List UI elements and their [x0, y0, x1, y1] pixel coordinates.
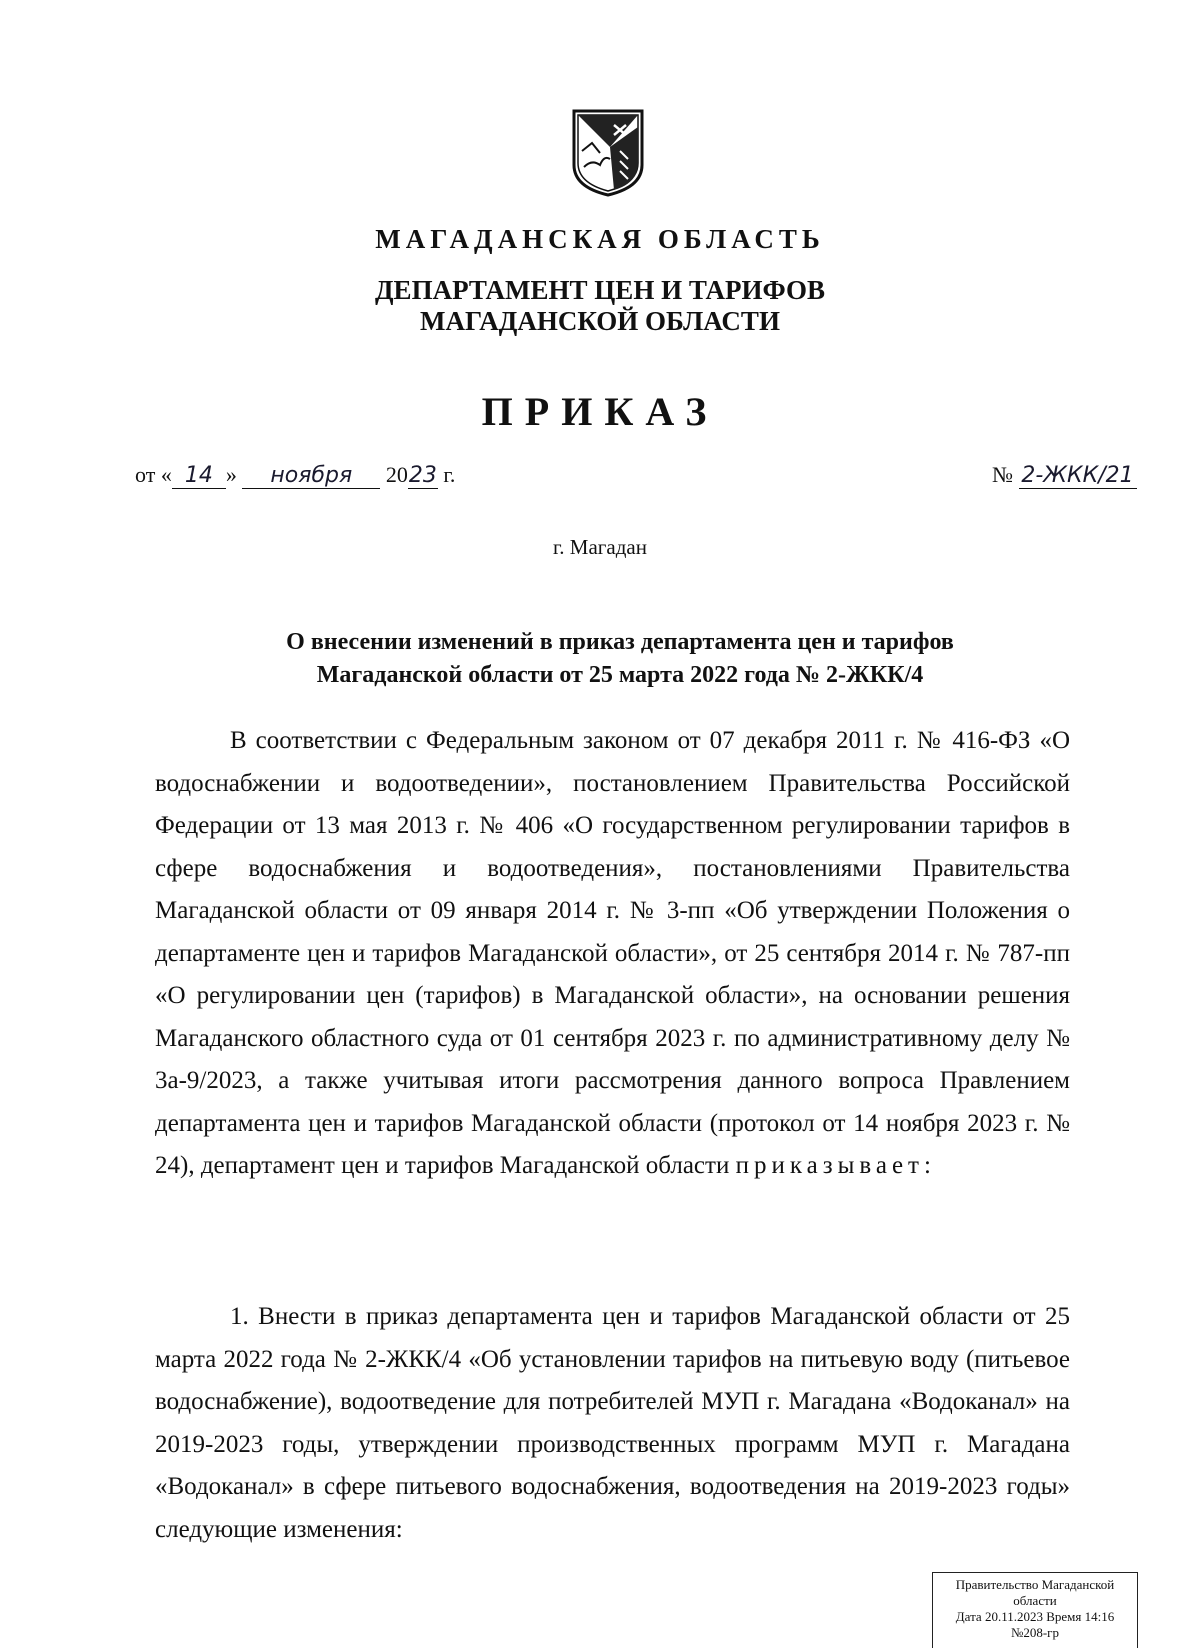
order-number [992, 462, 1137, 489]
coat-of-arms-emblem [570, 107, 646, 197]
number-handwritten: 2-ЖКК/21 [1019, 464, 1137, 489]
region-title: МАГАДАНСКАЯ ОБЛАСТЬ [375, 224, 825, 254]
preamble-paragraph [155, 720, 1070, 1188]
preamble-text: В соответствии с Федеральным законом от 07 декабря 2011 г. № 416-ФЗ «О водоснабжении и водоотведении», постановлением Правительства Российской Федерации от 13 мая 2013 г. № 406 «О государственном регулировании тарифов в сфере водоснабжения и водоотведения», постановлениями Правительства Магаданской области от 09 января 2014 г. № 3-пп «Об утверждении Положения о департаменте цен и тарифов Магаданской области», от 25 сентября 2014 г. № 787-пп «О регулировании цен (тарифов) в Магаданской области», на основании решения Магаданского областного суда от 01 сентября 2023 г. по административному делу № 3а-9/2023, а также учитывая итоги рассмотрения данного вопроса Правлением департамента цен и тарифов Магаданской области (протокол от 14 ноября 2023 г. № 24), департамент цен и тарифов Магаданской области [155, 727, 1070, 1179]
stamp-line2: области [1013, 1593, 1057, 1608]
number-prefix: № [992, 462, 1013, 487]
department-title-line1: ДЕПАРТАМЕНТ ЦЕН И ТАРИФОВ [374, 275, 826, 305]
item-1-paragraph: 1. Внести в приказ департамента цен и тарифов Магаданской области от 25 марта 2022 года № 2-ЖКК/4 «Об установлении тарифов на питьевую воду (питьевое водоснабжение), водоотведение для потребителей МУП г. Магадана «Водоканал» на 2019-2023 годы, утверждении производственных программ МУП г. Магадана «Водоканал» в сфере питьевого водоснабжения, водоотведения на 2019-2023 годы» следующие изменения: [155, 1303, 1070, 1543]
date-prefix: от « [135, 462, 172, 487]
order-date [135, 462, 455, 489]
order-action-word: приказывает: [735, 1152, 936, 1179]
date-year-handwritten: 23 [408, 463, 437, 488]
subject-line1: О внесении изменений в приказ департамента цен и тарифов [286, 629, 954, 655]
order-subject [160, 626, 1080, 692]
stamp-line1: Правительство Магаданской [955, 1577, 1115, 1592]
department-title-line2: МАГАДАНСКОЙ ОБЛАСТИ [420, 306, 780, 336]
date-day-handwritten: 14 [172, 464, 226, 489]
date-mid: » [225, 462, 237, 487]
stamp-line4: №208-гр [1010, 1625, 1060, 1640]
subject-line2: Магаданской области от 25 марта 2022 года № 2-ЖКК/4 [316, 662, 924, 688]
document-type-title: ПРИКАЗ [481, 389, 719, 434]
registration-stamp [932, 1572, 1138, 1648]
date-suffix: г. [443, 462, 456, 487]
city-label: г. Магадан [553, 535, 647, 559]
date-year-prefix: 20 [385, 462, 408, 487]
date-month-handwritten: ноября [242, 464, 380, 489]
stamp-line3: Дата 20.11.2023 Время 14:16 [955, 1609, 1115, 1624]
